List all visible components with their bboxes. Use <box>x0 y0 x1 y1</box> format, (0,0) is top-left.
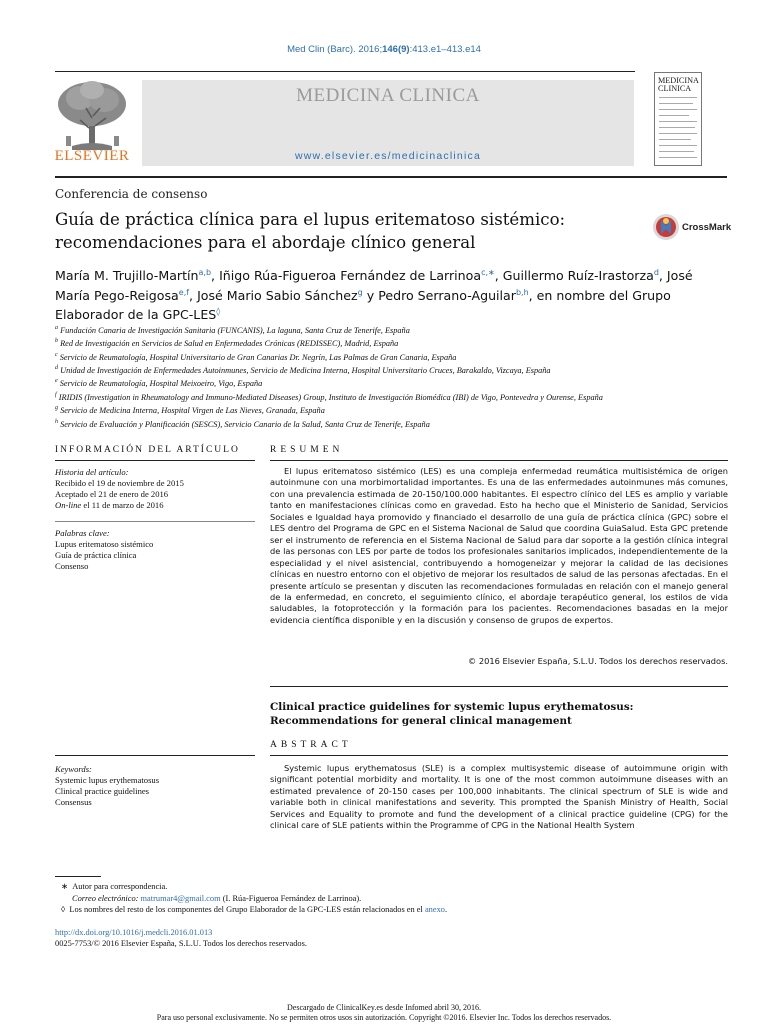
resumen-rule <box>270 460 728 461</box>
cover-text-line <box>659 97 697 98</box>
received-date: Recibido el 19 de noviembre de 2015 <box>55 478 184 488</box>
footnote-rule <box>55 876 101 877</box>
cover-text-line <box>659 151 694 152</box>
group-note-text: Los nombres del resto de los componentes del Grupo Elaborador de la GPC-LES están relacionados en el <box>69 905 425 915</box>
history-label: Historia del artículo: <box>55 467 129 477</box>
cover-text-line <box>659 109 697 110</box>
journal-name: MEDICINA CLINICA <box>296 85 480 106</box>
group-mark: ◊ <box>61 905 66 915</box>
cover-text-line <box>659 145 697 146</box>
english-title <box>270 700 728 728</box>
cover-text-line <box>659 139 691 140</box>
resumen-heading: RESUMEN <box>270 445 344 455</box>
affiliation-item <box>55 390 735 403</box>
author-affiliation-marker[interactable]: c,∗ <box>481 268 495 277</box>
affiliation-item <box>55 363 735 376</box>
cover-text-line <box>659 121 697 122</box>
affiliation-text: Red de Investigación en Servicios de Salud en Enfermedades Crónicas (REDISSEC), Madrid, España <box>60 339 399 349</box>
corresponding-author-note <box>55 881 715 893</box>
cover-text-line <box>659 127 695 128</box>
usage-notice: Para uso personal exclusivamente. No se permiten otros usos sin autorización. Copyright ©2016. Elsevier Inc. Todos los derechos reservados. <box>156 1013 612 1022</box>
affiliation-marker: d <box>55 365 58 372</box>
article-title-line1: Guía de práctica clínica para el lupus eritematoso sistémico: <box>55 210 566 229</box>
keyword-en-item: Consensus <box>55 797 92 807</box>
author-affiliation-marker[interactable]: ◊ <box>216 307 221 317</box>
affiliation-marker: f <box>55 391 57 398</box>
author-separator: y <box>362 287 379 303</box>
keyword-en-item: Systemic lupus erythematosus <box>55 775 160 785</box>
crossmark-icon <box>652 212 680 242</box>
group-note-end: . <box>444 905 448 915</box>
keywords-spanish <box>55 528 255 572</box>
affiliation-item <box>55 350 735 363</box>
corresponding-text: Autor para correspondencia. <box>72 882 168 891</box>
elsevier-wordmark: ELSEVIER <box>54 148 130 164</box>
corresponding-mark: ∗ <box>61 882 69 891</box>
author-separator: , <box>494 268 503 284</box>
keyword-item: Lupus eritematoso sistémico <box>55 539 154 549</box>
journal-cover-thumbnail <box>654 72 702 166</box>
keywords-en-rule <box>55 755 255 756</box>
issn-copyright: 0025-7753/© 2016 Elsevier España, S.L.U. Todos los derechos reservados. <box>55 939 307 948</box>
keywords-english <box>55 764 255 808</box>
author-name[interactable]: Pedro Serrano-Aguilar <box>378 287 516 303</box>
history-divider <box>55 521 255 522</box>
online-date: el 11 de marzo de 2016 <box>81 500 164 510</box>
citation-issue: (9) <box>397 44 410 55</box>
author-name[interactable]: María M. Trujillo-Martín <box>55 268 199 284</box>
abstract-rule <box>270 755 728 756</box>
crossmark-label: CrossMark <box>682 222 732 233</box>
affiliation-text: Unidad de Investigación de Enfermedades Autoinmunes, Servicio de Medicina Interna, Hospital Universitario Cruces, Barakaldo, Vizcaya, España <box>60 365 551 375</box>
elsevier-tree-logo-icon <box>52 78 132 152</box>
affiliation-marker: c <box>55 351 58 358</box>
author-separator: , <box>189 287 198 303</box>
email-label: Correo electrónico: <box>72 893 139 903</box>
online-label: On-line <box>55 500 82 510</box>
affiliation-marker: h <box>55 418 58 425</box>
keywords-label: Palabras clave: <box>55 528 110 538</box>
group-note <box>55 904 715 916</box>
affiliation-text: Servicio de Reumatología, Hospital Meixoeiro, Vigo, España <box>59 379 263 389</box>
affiliation-item <box>55 417 735 430</box>
author-separator: , <box>211 268 220 284</box>
cover-text-line <box>659 133 697 134</box>
cover-text-line <box>659 115 689 116</box>
citation-prefix: Med Clin (Barc). 2016; <box>287 44 383 55</box>
author-name[interactable]: José Mario Sabio Sánchez <box>197 287 358 303</box>
author-affiliation-marker[interactable]: d <box>653 268 659 277</box>
header-bottom-rule <box>55 176 727 178</box>
cover-title-line2: CLINICA <box>658 84 692 93</box>
doi-link[interactable]: http://dx.doi.org/10.1016/j.medcli.2016.01.013 <box>55 928 213 937</box>
article-title <box>55 208 645 254</box>
resumen-copyright: © 2016 Elsevier España, S.L.U. Todos los derechos reservados. <box>467 656 728 666</box>
article-title-line2: recomendaciones para el abordaje clínico general <box>55 233 476 252</box>
accepted-date: Aceptado el 21 de enero de 2016 <box>55 489 169 499</box>
english-title-line1: Clinical practice guidelines for systemic lupus erythematosus: <box>270 701 634 713</box>
keywords-en-label: Keywords: <box>55 764 92 774</box>
affiliation-marker: a <box>55 325 58 331</box>
affiliation-marker: e <box>55 378 58 385</box>
keyword-en-item: Clinical practice guidelines <box>55 786 150 796</box>
author-name[interactable]: José María Pego-Reigosa <box>55 268 693 303</box>
author-name[interactable]: Guillermo Ruíz-Irastorza <box>502 268 654 284</box>
english-section-rule <box>270 686 728 687</box>
journal-url-link[interactable]: www.elsevier.es/medicinaclinica <box>294 150 481 162</box>
author-affiliation-marker[interactable]: a,b <box>198 268 212 277</box>
footnotes <box>55 881 715 916</box>
author-name[interactable]: Iñigo Rúa-Figueroa Fernández de Larrinoa <box>219 268 482 284</box>
affiliation-marker: g <box>55 405 58 412</box>
journal-citation[interactable] <box>0 44 768 55</box>
cover-text-line <box>659 103 693 104</box>
email-note <box>55 893 715 905</box>
crossmark-button[interactable] <box>652 212 732 246</box>
article-info-rule <box>55 460 255 461</box>
article-info-heading: INFORMACIÓN DEL ARTÍCULO <box>55 445 240 455</box>
annex-link[interactable]: anexo <box>424 905 445 915</box>
author-affiliation-marker[interactable]: e,f <box>178 287 190 297</box>
cover-title <box>658 77 699 93</box>
email-link[interactable]: matrumar4@gmail.com <box>140 893 221 903</box>
affiliation-text: Fundación Canaria de Investigación Sanitaria (FUNCANIS), La laguna, Santa Cruz de Tenerife, España <box>60 325 410 335</box>
affiliation-item <box>55 376 735 389</box>
author-separator: , en nombre del Grupo Elaborador de la GPC-LES <box>55 287 671 323</box>
affiliation-item <box>55 323 735 336</box>
resumen-body: El lupus eritematoso sistémico (LES) es una compleja enfermedad reumática multisistémica de origen autoinmune con una morbimortalidad importantes. Es una de las enfermedades autoinmunes más comunes, con una prevalencia estimada de 20-150/100.000 habitantes. El espectro clínico del LES es amplio y variable tanto en manifestaciones clínicas como en gravedad. Esto ha hecho que el Ministerio de Sanidad, Servicios Sociales e Igualdad haya promovido y financiado el desarrollo de una guía de práctica clínica (GPC) sobre el LES dentro del Programa de GPC en el Sistema Nacional de Salud que coordina GuiaSalud. Esta GPC pretende ser el instrumento de referencia en el Sistema Nacional de Salud para dar soporte a la gestión clínica integral de las personas con LES por parte de todos los profesionales sanitarios implicados, independientemente de la especialidad y el nivel asistencial, contribuyendo a homogeneizar y mejorar la calidad de las decisiones clínicas en nuestro entorno con el objetivo de mejorar los resultados de salud de las personas afectadas. En el presente artículo se presentan y discuten las recomendaciones formuladas en relación con el manejo general de la enfermedad, en concreto, el seguimiento clínico, el abordaje terapéutico general, los estilos de vida saludables, la fotoprotección y la formación para los pacientes. Recomendaciones basadas en la mejor evidencia científica disponible y en la discusión y consenso de grupos de expertos. <box>270 466 728 625</box>
keyword-item: Guía de práctica clínica <box>55 550 137 560</box>
author-affiliation-marker[interactable]: g <box>357 287 363 297</box>
affiliation-item <box>55 336 735 349</box>
affiliation-text: Servicio de Evaluación y Planificación (SESCS), Servicio Canario de la Salud, Santa Cruz de Tenerife, España <box>60 419 430 429</box>
header-top-rule <box>55 71 635 72</box>
email-owner: (I. Rúa-Figueroa Fernández de Larrinoa). <box>220 893 362 903</box>
affiliation-text: IRIDIS (Investigation in Rheumatology and Immuno-Mediated Diseases) Group, Instituto de Investigación Biomédica (IBI) de Vigo, Pontevedra y Ourense, España <box>58 392 603 402</box>
article-history <box>55 467 255 511</box>
citation-pages: :413.e1–413.e14 <box>409 44 481 55</box>
author-separator: , <box>658 268 667 284</box>
affiliation-marker: b <box>55 338 58 345</box>
affiliation-text: Servicio de Reumatología, Hospital Universitario de Gran Canarias Dr. Negrín, Las Palmas de Gran Canaria, España <box>59 352 457 362</box>
abstract-heading: ABSTRACT <box>270 740 352 750</box>
affiliation-text: Servicio de Medicina Interna, Hospital Virgen de Las Nieves, Granada, España <box>60 405 325 415</box>
citation-volume: 146 <box>382 44 398 55</box>
affiliation-item <box>55 403 735 416</box>
author-affiliation-marker[interactable]: b,h <box>515 287 529 297</box>
cover-text-line <box>659 157 697 158</box>
download-notice: Descargado de ClinicalKey.es desde Infomed abril 30, 2016. <box>287 1003 481 1012</box>
keyword-item: Consenso <box>55 561 89 571</box>
cover-title-line1: MEDICINA <box>658 76 699 85</box>
section-label: Conferencia de consenso <box>55 187 208 201</box>
english-title-line2: Recommendations for general clinical management <box>270 715 572 727</box>
online-date-row <box>55 500 255 511</box>
affiliation-list <box>55 323 735 430</box>
author-list <box>55 265 720 324</box>
abstract-body: Systemic lupus erythematosus (SLE) is a complex multisystemic disease of autoimmune origin with significant potential morbidity and mortality. It is one of the most common autoimmune diseases with an estimated prevalence of 20-150 cases per 100,000 inhabitants. The clinical spectrum of SLE is wide and variable both in clinical manifestations and severity. This prompted the Spanish Ministry of Health, Social Services and Equality to promote and fund the development of a clinical practice guideline (CPG) for the clinical care of SLE patients within the Programme of CPG in the National Health System <box>270 763 728 831</box>
